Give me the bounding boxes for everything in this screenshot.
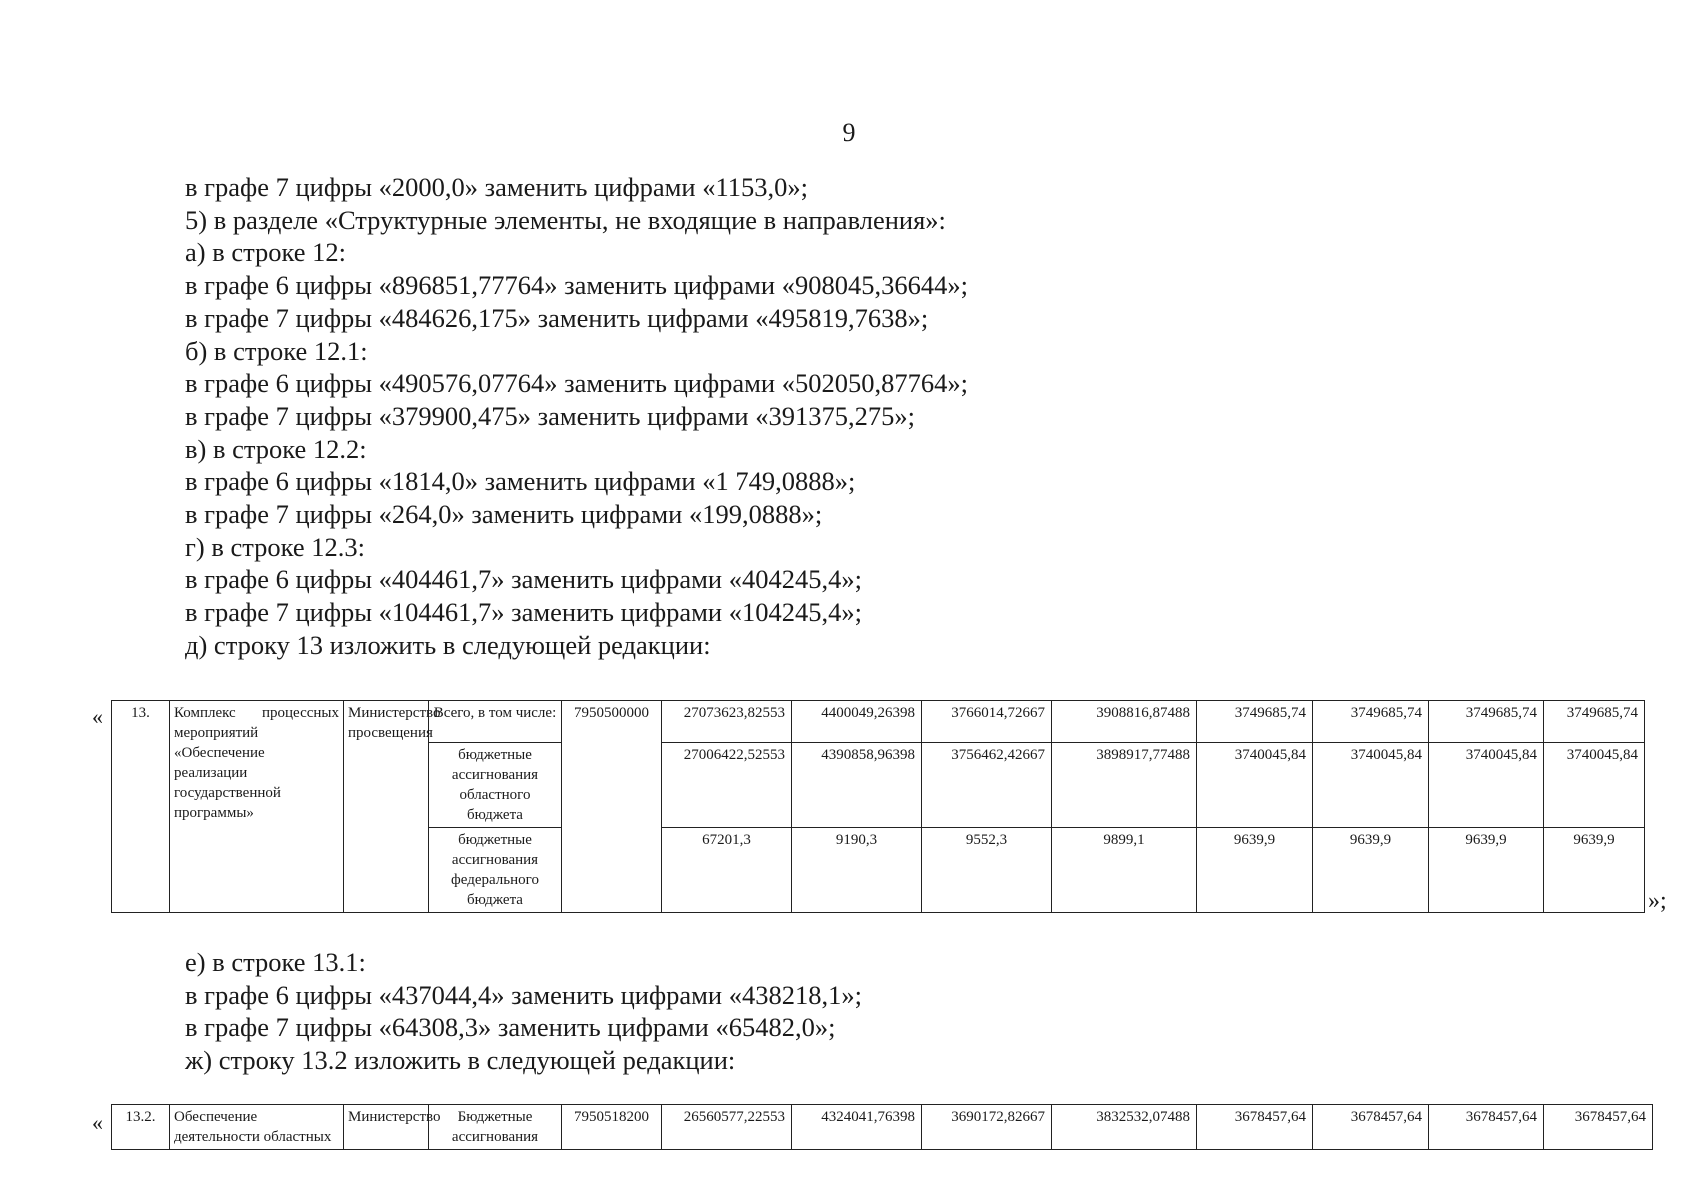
value-cell: 4324041,76398 [792,1105,922,1150]
value-cell: 3832532,07488 [1052,1105,1197,1150]
value-cell: 9639,9 [1429,828,1544,913]
funding-label-cell: Бюджетные ассигнования [429,1105,562,1150]
text-line: в графе 7 цифры «484626,175» заменить цифрами «495819,7638»; [185,302,929,333]
table-close-quote: »; [1648,888,1667,914]
value-cell: 3740045,84 [1429,743,1544,828]
value-cell: 27006422,52553 [662,743,792,828]
page-number: 9 [842,118,856,147]
value-cell: 4400049,26398 [792,701,922,743]
value-cell: 3749685,74 [1197,701,1313,743]
text-line: в графе 6 цифры «437044,4» заменить цифрами «438218,1»; [185,979,862,1010]
value-cell: 3690172,82667 [922,1105,1052,1150]
budget-code-cell: 7950518200 [562,1105,662,1150]
value-cell: 3678457,64 [1197,1105,1313,1150]
value-cell: 3756462,42667 [922,743,1052,828]
value-cell: 3678457,64 [1544,1105,1653,1150]
text-line: в) в строке 12.2: [185,433,367,464]
value-cell: 9639,9 [1313,828,1429,913]
text-line: 5) в разделе «Структурные элементы, не входящие в направления»: [185,204,946,235]
text-line: ж) строку 13.2 изложить в следующей редакции: [185,1045,736,1076]
executor-cell: Министерство [344,1105,429,1150]
text-line: б) в строке 12.1: [185,335,368,366]
value-cell: 9639,9 [1197,828,1313,913]
text-line: д) строку 13 изложить в следующей редакции: [185,629,711,660]
text-line: в графе 7 цифры «64308,3» заменить цифрами «65482,0»; [185,1012,836,1043]
row-number-cell: 13. [112,701,170,913]
row-number-cell: 13.2. [112,1105,170,1150]
text-line: а) в строке 12: [185,237,346,268]
value-cell: 3766014,72667 [922,701,1052,743]
value-cell: 27073623,82553 [662,701,792,743]
measure-name-cell: Обеспечение деятельности областных [170,1105,344,1150]
text-line: в графе 6 цифры «404461,7» заменить цифрами «404245,4»; [185,564,862,595]
text-line: в графе 6 цифры «1814,0» заменить цифрами «1 749,0888»; [185,466,856,497]
text-line: в графе 7 цифры «104461,7» заменить цифрами «104245,4»; [185,597,862,628]
funding-label-cell: бюджетные ассигнования областного бюджета [429,743,562,828]
value-cell: 3740045,84 [1197,743,1313,828]
text-line: е) в строке 13.1: [185,947,366,977]
table-open-quote: « [92,704,103,729]
measure-name-cell: Комплекс процессных мероприятий «Обеспечение реализации государственной программы» [170,701,344,913]
text-line: в графе 7 цифры «264,0» заменить цифрами «199,0888»; [185,499,823,530]
text-line: г) в строке 12.3: [185,531,365,562]
amendments-text-bottom [185,946,1485,1077]
amendments-text-top [185,171,1485,662]
value-cell: 9552,3 [922,828,1052,913]
table-open-quote: « [92,1110,103,1135]
value-cell: 4390858,96398 [792,743,922,828]
value-cell: 26560577,22553 [662,1105,792,1150]
table-row [112,1105,1653,1150]
value-cell: 67201,3 [662,828,792,913]
value-cell: 9899,1 [1052,828,1197,913]
value-cell: 9639,9 [1544,828,1645,913]
text-line: в графе 7 цифры «379900,475» заменить цифрами «391375,275»; [185,400,915,431]
value-cell: 3678457,64 [1313,1105,1429,1150]
value-cell: 3740045,84 [1313,743,1429,828]
value-cell: 3749685,74 [1313,701,1429,743]
value-cell: 3740045,84 [1544,743,1645,828]
value-cell: 3908816,87488 [1052,701,1197,743]
table-row [112,701,1645,743]
budget-code-cell: 7950500000 [562,701,662,913]
value-cell: 3749685,74 [1429,701,1544,743]
row-13-2-table [111,1104,1653,1150]
funding-label-cell: Всего, в том числе: [429,701,562,743]
value-cell: 3678457,64 [1429,1105,1544,1150]
value-cell: 3898917,77488 [1052,743,1197,828]
value-cell: 3749685,74 [1544,701,1645,743]
row-13-table [111,700,1645,913]
text-line: в графе 6 цифры «896851,77764» заменить цифрами «908045,36644»; [185,270,968,301]
text-line: в графе 7 цифры «2000,0» заменить цифрами «1153,0»; [185,172,808,202]
funding-label-cell: бюджетные ассигнования федерального бюджета [429,828,562,913]
value-cell: 9190,3 [792,828,922,913]
executor-cell: Министерство просвещения [344,701,429,913]
text-line: в графе 6 цифры «490576,07764» заменить цифрами «502050,87764»; [185,368,968,399]
